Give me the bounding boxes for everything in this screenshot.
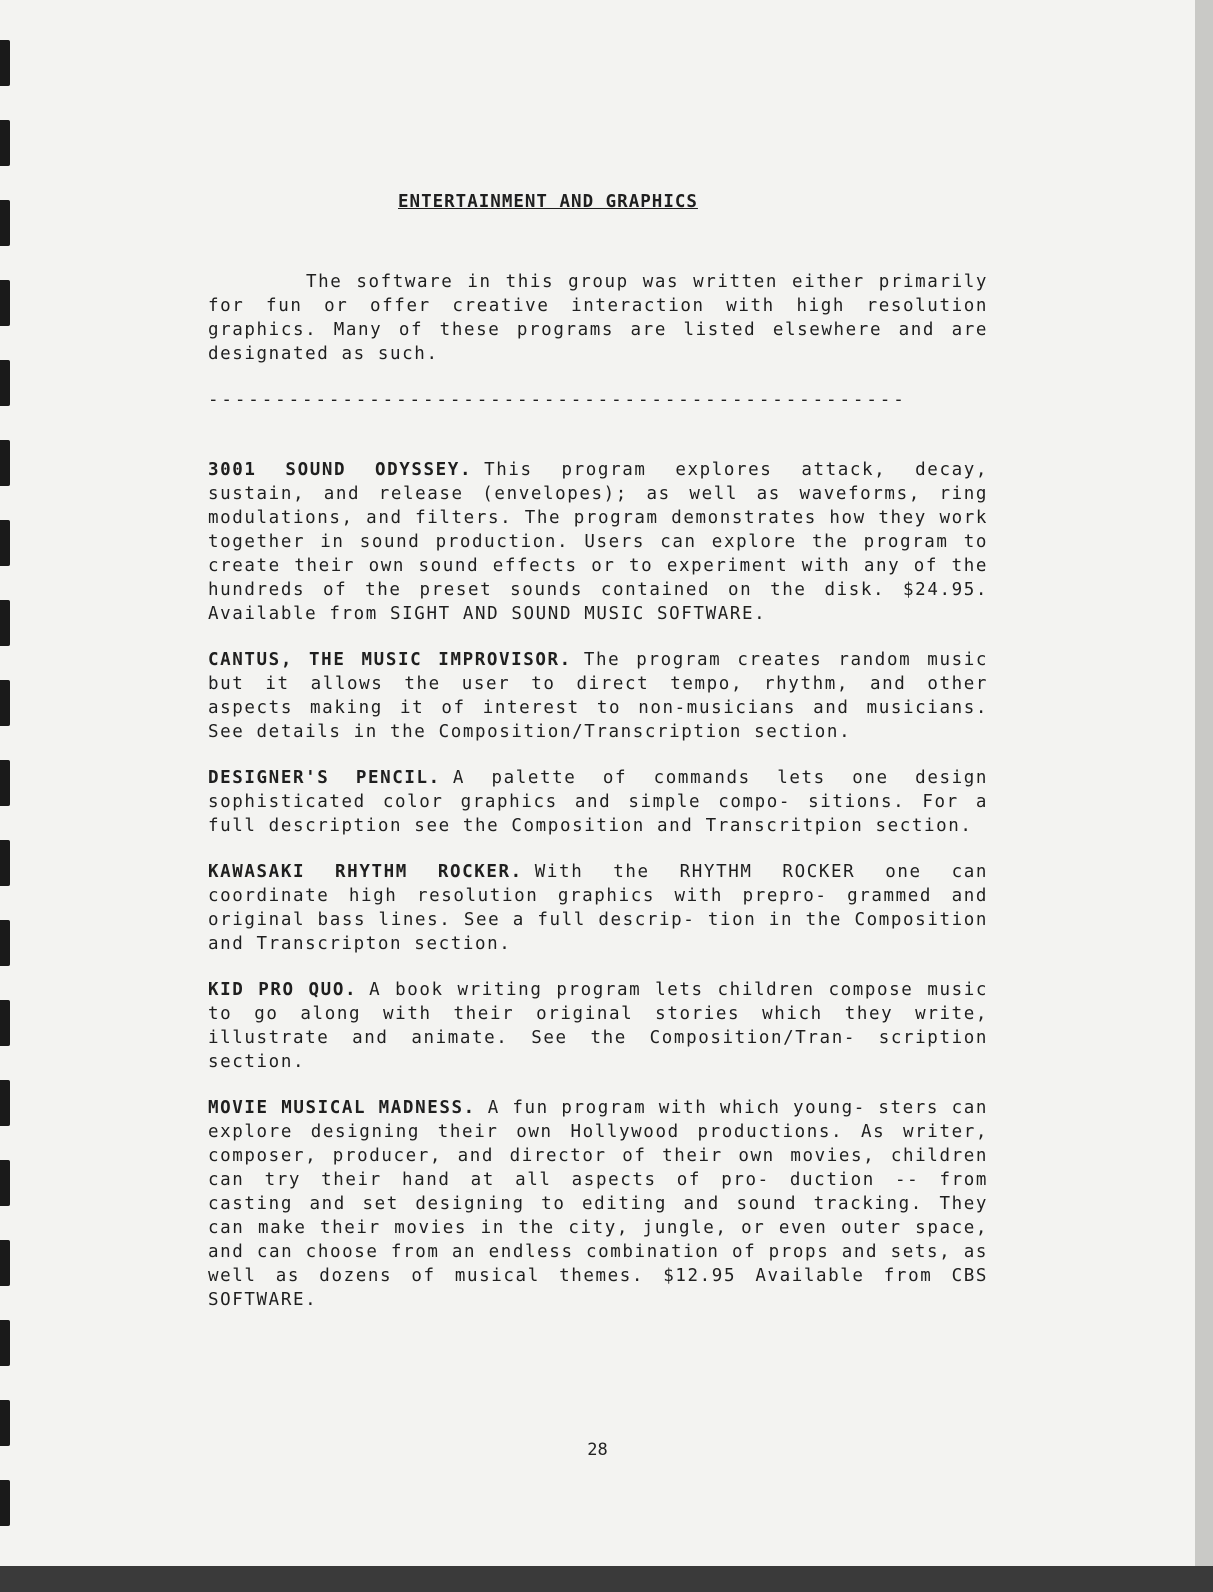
binding-hole xyxy=(0,1240,10,1286)
section-heading: ENTERTAINMENT AND GRAPHICS xyxy=(398,192,698,212)
binding-hole xyxy=(0,680,10,726)
entry-body: A book writing program lets children compose music to go along with their original stories which they write, illustrate and animate. See the Composition/Tran- scription section. xyxy=(208,980,988,1072)
entry-title: MOVIE MUSICAL MADNESS. xyxy=(208,1098,476,1118)
binding-hole xyxy=(0,840,10,886)
entry-3001-sound-odyssey xyxy=(208,458,988,626)
entry-movie-musical-madness xyxy=(208,1096,988,1312)
page-content xyxy=(208,190,988,1334)
binding-hole xyxy=(0,1080,10,1126)
binding-hole xyxy=(0,920,10,966)
entry-kawasaki-rhythm-rocker xyxy=(208,860,988,956)
binding-hole xyxy=(0,200,10,246)
binding-hole xyxy=(0,120,10,166)
entry-cantus xyxy=(208,648,988,744)
page-number: 28 xyxy=(587,1440,608,1460)
entry-title: KAWASAKI RHYTHM ROCKER. xyxy=(208,862,523,882)
binding-hole xyxy=(0,280,10,326)
entry-designers-pencil xyxy=(208,766,988,838)
binding-hole xyxy=(0,40,10,86)
page-right-edge xyxy=(1195,0,1213,1566)
binding-hole xyxy=(0,760,10,806)
binding-hole xyxy=(0,600,10,646)
binding-hole xyxy=(0,1480,10,1526)
page-bottom-edge xyxy=(0,1566,1213,1592)
entry-title: CANTUS, THE MUSIC IMPROVISOR. xyxy=(208,650,572,670)
entry-body: A fun program with which young- sters can explore designing their own Hollywood productions. As writer, composer, producer, and director of their own movies, children can try their hand at all aspects of pro- duction -- from casting and set designing to editing and sound tracking. They can make their movies in the city, jungle, or even outer space, and can choose from an endless combination of props and sets, as well as dozens of musical themes. $12.95 Available from CBS SOFTWARE. xyxy=(208,1098,988,1310)
entry-title: 3001 SOUND ODYSSEY. xyxy=(208,460,473,480)
dashed-separator: ---------------------------------------------------- xyxy=(208,390,907,410)
binding-hole xyxy=(0,440,10,486)
binding-hole xyxy=(0,1000,10,1046)
binding-hole xyxy=(0,360,10,406)
entry-title: KID PRO QUO. xyxy=(208,980,358,1000)
entry-kid-pro-quo xyxy=(208,978,988,1074)
entry-body: The program creates random music but it allows the user to direct tempo, rhythm, and other aspects making it of interest to non-musicians and musicians. See details in the Composition/Transcription section. xyxy=(208,650,988,742)
entry-title: DESIGNER'S PENCIL. xyxy=(208,768,441,788)
binding-hole xyxy=(0,520,10,566)
binding-holes xyxy=(0,0,14,1566)
binding-hole xyxy=(0,1320,10,1366)
intro-paragraph: The software in this group was written either primarily for fun or offer creative interaction with high resolution graphics. Many of these programs are listed elsewhere and are designated as such. xyxy=(208,272,988,364)
entry-body: With the RHYTHM ROCKER one can coordinate high resolution graphics with prepro- grammed and original bass lines. See a full descrip- tion in the Composition and Transcripton section. xyxy=(208,862,988,954)
entry-body: This program explores attack, decay, sustain, and release (envelopes); as well as waveforms, ring modulations, and filters. The program demonstrates how they work together in sound production. Users can explore the program to create their own sound effects or to experiment with any of the hundreds of the preset sounds contained on the disk. $24.95. Available from SIGHT AND SOUND MUSIC SOFTWARE. xyxy=(208,460,988,624)
binding-hole xyxy=(0,1160,10,1206)
entry-body: A palette of commands lets one design sophisticated color graphics and simple compo- sitions. For a full description see the Composition and Transcritpion section. xyxy=(208,768,988,836)
